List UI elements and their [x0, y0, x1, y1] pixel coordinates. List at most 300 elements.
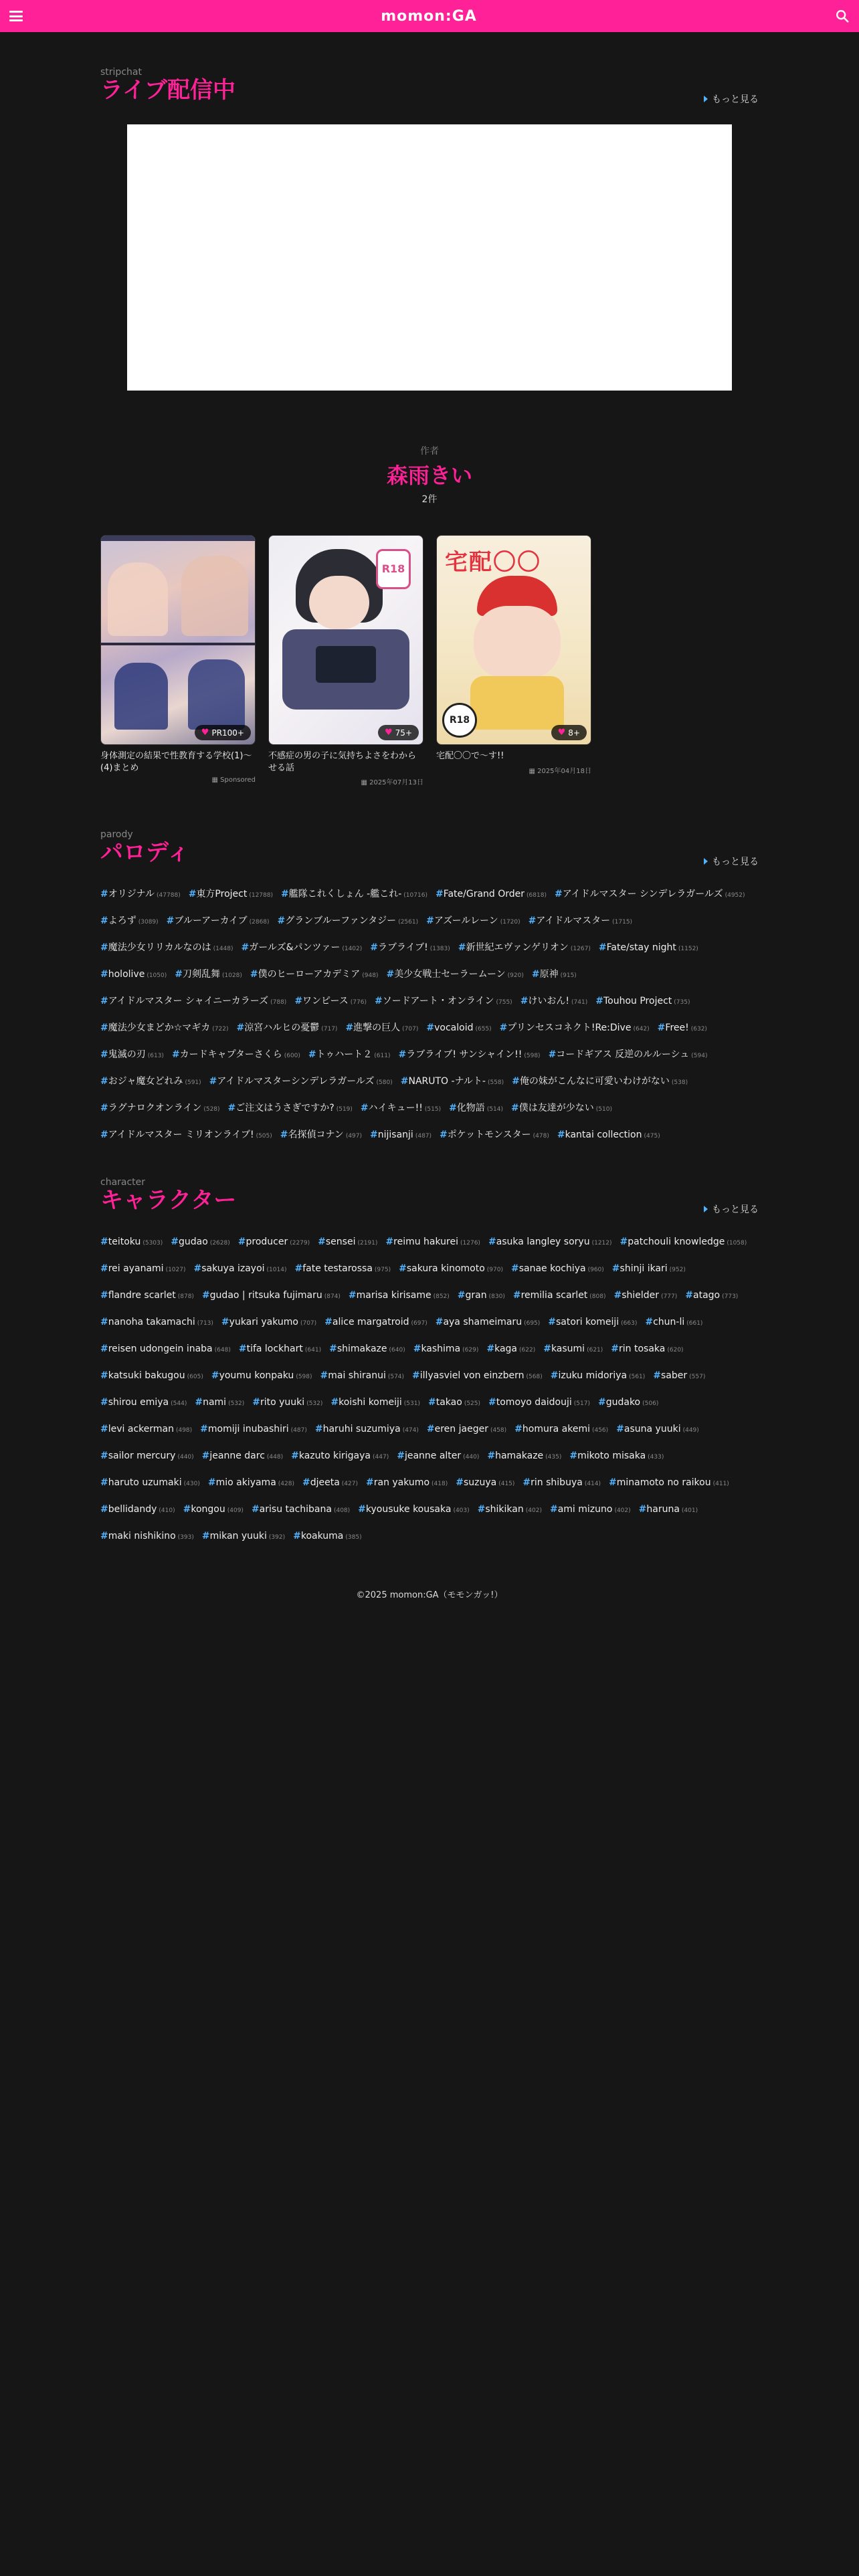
parody-tag[interactable]	[361, 1095, 441, 1122]
character-tag[interactable]	[550, 1497, 631, 1523]
tag-name: gran	[465, 1290, 487, 1301]
character-tag[interactable]	[221, 1309, 316, 1336]
character-tag[interactable]	[612, 1256, 686, 1283]
tag-name: カードキャプターさくら	[179, 1049, 282, 1060]
hash-icon: #	[548, 1317, 557, 1327]
character-tag[interactable]	[427, 1416, 506, 1443]
character-tag[interactable]	[569, 1443, 664, 1470]
character-tag[interactable]	[100, 1336, 231, 1363]
character-tag[interactable]	[645, 1309, 702, 1336]
hash-icon: #	[548, 1049, 557, 1060]
character-section	[100, 1177, 759, 1214]
tag-count: (478)	[533, 1133, 549, 1140]
character-tag[interactable]	[100, 1443, 194, 1470]
likes-count: 8+	[568, 728, 580, 738]
tag-count: (642)	[633, 1026, 650, 1033]
character-tag[interactable]	[349, 1283, 450, 1309]
tag-count: (531)	[403, 1400, 420, 1407]
tag-name: tifa lockhart	[246, 1344, 303, 1354]
character-tag[interactable]	[609, 1470, 729, 1497]
hash-icon: #	[251, 1504, 260, 1515]
tag-count: (403)	[453, 1507, 470, 1514]
tag-name: ran yakumo	[373, 1477, 430, 1488]
hash-icon: #	[100, 1263, 108, 1274]
parody-tag[interactable]	[237, 1015, 338, 1042]
tag-count: (717)	[321, 1026, 338, 1033]
parody-tag[interactable]	[228, 1095, 353, 1122]
hash-icon: #	[100, 1290, 108, 1301]
calendar-icon: ▦	[529, 767, 538, 775]
hash-icon: #	[252, 1397, 260, 1408]
tag-count: (622)	[519, 1347, 536, 1354]
tag-count: (915)	[560, 972, 577, 979]
tag-count: (1050)	[147, 972, 167, 979]
character-tag[interactable]	[252, 1390, 322, 1416]
character-tag[interactable]	[543, 1336, 603, 1363]
hash-icon: #	[201, 1451, 210, 1461]
parody-tag[interactable]	[175, 962, 242, 988]
tag-count: (948)	[362, 972, 379, 979]
character-tag[interactable]	[639, 1497, 698, 1523]
hash-icon: #	[277, 916, 286, 926]
character-tag[interactable]	[291, 1443, 389, 1470]
tag-count: (1402)	[342, 946, 363, 952]
tag-count: (428)	[278, 1481, 294, 1487]
hash-icon: #	[320, 1370, 328, 1381]
parody-tag[interactable]	[555, 881, 745, 908]
author-header	[0, 444, 859, 506]
character-tag[interactable]	[238, 1229, 310, 1256]
character-tag[interactable]	[100, 1470, 200, 1497]
character-tag[interactable]	[511, 1256, 604, 1283]
parody-tag[interactable]	[100, 908, 159, 935]
tag-count: (568)	[526, 1374, 543, 1380]
character-tag[interactable]	[100, 1283, 194, 1309]
tag-name: saber	[661, 1370, 688, 1381]
parody-tag[interactable]	[595, 988, 690, 1015]
work-card[interactable]	[436, 535, 591, 775]
parody-tag[interactable]	[281, 881, 427, 908]
character-tag[interactable]	[611, 1336, 683, 1363]
work-title[interactable]: 不感症の男の子に気持ちよさをわからせる話	[268, 751, 417, 773]
tag-count: (532)	[228, 1400, 245, 1407]
tag-name: arisu tachibana	[259, 1504, 332, 1515]
character-tag[interactable]	[399, 1256, 503, 1283]
parody-tag[interactable]	[370, 1122, 432, 1149]
parody-tag[interactable]	[500, 1015, 650, 1042]
parody-tag[interactable]	[557, 1122, 660, 1149]
tag-count: (598)	[524, 1053, 541, 1059]
tag-count: (517)	[573, 1400, 590, 1407]
parody-tag[interactable]	[345, 1015, 418, 1042]
site-logo[interactable]: momon:GA	[381, 7, 477, 25]
tag-name: おジャ魔女どれみ	[108, 1076, 183, 1087]
live-section	[100, 67, 759, 104]
hash-icon: #	[426, 1424, 435, 1434]
character-tag[interactable]	[488, 1390, 590, 1416]
hash-icon: #	[514, 1424, 522, 1434]
character-tag[interactable]	[202, 1283, 341, 1309]
tag-name: NARUTO -ナルト-	[408, 1076, 486, 1087]
tag-count: (975)	[374, 1267, 391, 1273]
parody-tag[interactable]	[532, 962, 577, 988]
tag-name: koakuma	[300, 1531, 344, 1541]
tag-name: mai shiranui	[328, 1370, 386, 1381]
parody-tag[interactable]	[100, 988, 286, 1015]
parody-tag[interactable]	[100, 1095, 220, 1122]
character-tag[interactable]	[551, 1363, 646, 1390]
tag-count: (525)	[464, 1400, 481, 1407]
work-thumbnail[interactable]: R18 ♥ 75+	[268, 535, 423, 745]
hash-icon: #	[385, 1237, 394, 1247]
character-tag[interactable]	[598, 1390, 658, 1416]
tag-count: (519)	[336, 1106, 353, 1113]
work-meta	[100, 776, 256, 784]
tag-count: (414)	[584, 1481, 601, 1487]
character-tag[interactable]	[620, 1229, 747, 1256]
character-tag[interactable]	[413, 1336, 479, 1363]
tag-name: kasumi	[551, 1344, 585, 1354]
parody-tag[interactable]	[399, 1042, 541, 1069]
tag-name: アイドルマスターシンデレラガールズ	[217, 1076, 375, 1087]
tag-count: (505)	[256, 1133, 272, 1140]
parody-tag[interactable]	[100, 962, 167, 988]
tag-count: (435)	[545, 1454, 562, 1461]
character-tag[interactable]	[366, 1470, 448, 1497]
character-tag[interactable]	[324, 1309, 427, 1336]
character-tag[interactable]	[100, 1363, 203, 1390]
hash-icon: #	[370, 1130, 378, 1140]
hash-icon: #	[294, 996, 303, 1006]
character-tag[interactable]	[100, 1229, 163, 1256]
tag-name: illyasviel von einzbern	[419, 1370, 524, 1381]
tag-name: アイドルマスター シンデレラガールズ	[562, 889, 723, 899]
tag-count: (561)	[629, 1374, 646, 1380]
character-tag[interactable]	[318, 1229, 377, 1256]
work-meta-text: 2025年04月18日	[537, 767, 591, 775]
tag-name: chun-li	[653, 1317, 685, 1327]
character-tag[interactable]	[428, 1390, 480, 1416]
character-tag[interactable]	[315, 1416, 419, 1443]
tag-count: (591)	[185, 1079, 201, 1086]
tag-name: Fate/stay night	[606, 942, 676, 953]
character-tag[interactable]	[436, 1309, 541, 1336]
work-meta	[436, 765, 591, 775]
tag-name: 美少女戦士セーラームーン	[394, 969, 506, 980]
tag-name: flandre scarlet	[108, 1290, 176, 1301]
hash-icon: #	[193, 1263, 202, 1274]
tag-name: 鬼滅の刃	[108, 1049, 146, 1060]
tag-name: rin shibuya	[531, 1477, 583, 1488]
hash-icon: #	[510, 1263, 519, 1274]
tag-count: (408)	[333, 1507, 351, 1514]
tag-count: (852)	[433, 1293, 450, 1300]
character-tag[interactable]	[412, 1363, 543, 1390]
hash-icon: #	[345, 1023, 354, 1033]
live-embed-frame[interactable]	[127, 124, 732, 391]
tag-name: rito yuuki	[260, 1397, 305, 1408]
hash-icon: #	[100, 1130, 108, 1140]
parody-tag[interactable]	[520, 988, 588, 1015]
tag-name: haruhi suzumiya	[322, 1424, 401, 1434]
parody-tag[interactable]	[426, 1015, 491, 1042]
parody-tag[interactable]	[100, 1015, 229, 1042]
hash-icon: #	[426, 1023, 435, 1033]
tag-count: (392)	[268, 1534, 286, 1541]
character-tag[interactable]	[458, 1283, 505, 1309]
parody-tag[interactable]	[370, 935, 450, 962]
tag-name: rin tosaka	[619, 1344, 666, 1354]
character-tag[interactable]	[320, 1363, 405, 1390]
character-tag[interactable]	[514, 1416, 608, 1443]
tag-name: kashima	[421, 1344, 461, 1354]
parody-tag[interactable]	[209, 1069, 393, 1095]
parody-tag[interactable]	[100, 1042, 164, 1069]
tag-count: (474)	[402, 1427, 419, 1434]
character-tag[interactable]	[522, 1470, 601, 1497]
character-tag[interactable]	[100, 1523, 194, 1550]
tag-name: sensei	[325, 1237, 356, 1247]
tag-count: (487)	[290, 1427, 307, 1434]
triangle-icon	[704, 858, 708, 865]
character-tag[interactable]	[202, 1523, 285, 1550]
character-tag[interactable]	[513, 1283, 606, 1309]
character-tag[interactable]	[456, 1470, 514, 1497]
character-tag[interactable]	[653, 1363, 705, 1390]
tag-count: (580)	[376, 1079, 393, 1086]
character-tag[interactable]	[208, 1470, 294, 1497]
hash-icon: #	[100, 1424, 108, 1434]
hash-icon: #	[329, 1344, 337, 1354]
hash-icon: #	[522, 1477, 531, 1488]
parody-title: パロディ	[100, 839, 190, 866]
hash-icon: #	[100, 1237, 108, 1247]
character-tag[interactable]	[329, 1336, 405, 1363]
hash-icon: #	[386, 969, 395, 980]
character-tag[interactable]	[293, 1523, 361, 1550]
tag-count: (415)	[498, 1481, 515, 1487]
calendar-icon: ▦	[361, 779, 370, 787]
character-tag[interactable]	[488, 1229, 612, 1256]
tag-count: (2561)	[398, 919, 419, 926]
hash-icon: #	[100, 1370, 108, 1381]
character-tag[interactable]	[171, 1229, 229, 1256]
tag-count: (456)	[591, 1427, 609, 1434]
parody-tag[interactable]	[172, 1042, 300, 1069]
work-thumbnail[interactable]	[100, 535, 256, 745]
tag-count: (640)	[389, 1347, 405, 1354]
tag-count: (621)	[587, 1347, 603, 1354]
hash-icon: #	[100, 1049, 108, 1060]
tag-count: (409)	[227, 1507, 244, 1514]
hash-icon: #	[428, 1397, 436, 1408]
tag-name: teitoku	[108, 1237, 141, 1247]
tag-count: (2191)	[357, 1240, 378, 1247]
parody-tag[interactable]	[308, 1042, 391, 1069]
tag-name: kazuto kirigaya	[298, 1451, 371, 1461]
parody-more-link[interactable]	[704, 855, 759, 868]
character-tag[interactable]	[202, 1443, 283, 1470]
parody-tag[interactable]	[250, 962, 379, 988]
tag-count: (506)	[642, 1400, 659, 1407]
tag-name: 原神	[539, 969, 559, 980]
parody-tag[interactable]	[511, 1095, 612, 1122]
hash-icon: #	[616, 1424, 624, 1434]
character-tag[interactable]	[358, 1497, 469, 1523]
hash-icon: #	[477, 1504, 486, 1515]
tag-count: (458)	[490, 1427, 507, 1434]
hash-icon: #	[397, 1451, 405, 1461]
character-tag[interactable]	[487, 1443, 561, 1470]
character-tag[interactable]	[100, 1309, 213, 1336]
parody-tag[interactable]	[449, 1095, 503, 1122]
parody-tag[interactable]	[294, 988, 367, 1015]
tag-name: ラブライブ!	[378, 942, 428, 953]
tag-count: (514)	[486, 1106, 504, 1113]
tag-count: (613)	[147, 1053, 164, 1059]
top-bar	[0, 0, 859, 32]
work-meta-text: Sponsored	[220, 776, 256, 784]
parody-tag[interactable]	[458, 935, 591, 962]
hash-icon: #	[100, 1317, 108, 1327]
tag-name: shirou emiya	[108, 1397, 169, 1408]
tag-name: ソードアート・オンライン	[382, 996, 494, 1006]
parody-tag[interactable]	[512, 1069, 688, 1095]
hash-icon: #	[358, 1504, 366, 1515]
live-more-link[interactable]	[704, 92, 759, 106]
character-tag[interactable]	[397, 1443, 479, 1470]
tag-count: (1383)	[430, 946, 450, 952]
parody-tag[interactable]	[100, 881, 181, 908]
work-title[interactable]: 身体測定の結果で性教育する学校(1)〜(4)まとめ	[100, 751, 252, 773]
character-tag[interactable]	[195, 1390, 244, 1416]
tag-name: nanoha takamachi	[108, 1317, 195, 1327]
tag-count: (418)	[432, 1481, 448, 1487]
hash-icon: #	[183, 1504, 191, 1515]
tag-name: aya shameimaru	[443, 1317, 522, 1327]
work-thumbnail[interactable]: 宅配〇〇 R18 ♥ 8+	[436, 535, 591, 745]
parody-tag[interactable]	[529, 908, 632, 935]
parody-tag[interactable]	[658, 1015, 707, 1042]
character-tag[interactable]	[100, 1390, 187, 1416]
parody-tag[interactable]	[100, 1069, 201, 1095]
character-tag[interactable]	[100, 1256, 186, 1283]
parody-tag[interactable]	[100, 935, 233, 962]
parody-tag[interactable]	[167, 908, 270, 935]
character-tag[interactable]	[100, 1497, 175, 1523]
hash-icon: #	[100, 969, 108, 980]
tag-count: (773)	[722, 1293, 739, 1300]
work-card[interactable]	[100, 535, 256, 784]
tag-name: bellidandy	[108, 1504, 157, 1515]
author-name: 森雨きい	[386, 463, 472, 488]
tag-name: haruto uzumaki	[108, 1477, 182, 1488]
tag-name: nijisanji	[377, 1130, 413, 1140]
character-tag[interactable]	[478, 1497, 542, 1523]
tag-count: (1212)	[591, 1240, 612, 1247]
character-tag[interactable]	[252, 1497, 350, 1523]
character-tag[interactable]	[330, 1390, 420, 1416]
tag-count: (402)	[525, 1507, 542, 1514]
hash-icon: #	[528, 916, 537, 926]
hash-icon: #	[100, 1477, 108, 1488]
character-tag[interactable]	[616, 1416, 699, 1443]
tag-count: (629)	[462, 1347, 479, 1354]
tag-count: (515)	[424, 1106, 442, 1113]
likes-count: PR100+	[211, 728, 244, 738]
search-icon[interactable]	[835, 9, 850, 23]
footer-copyright: ©2025 momon:GA（モモンガッ!）	[356, 1590, 503, 1600]
work-title[interactable]: 宅配〇〇で〜す!!	[436, 751, 504, 761]
parody-tag[interactable]	[386, 962, 523, 988]
character-tag[interactable]	[211, 1363, 312, 1390]
author-work-count: 2件	[421, 494, 438, 505]
character-tag[interactable]	[486, 1336, 535, 1363]
tag-name: sakura kinomoto	[406, 1263, 485, 1274]
hash-icon: #	[598, 942, 607, 953]
character-tag[interactable]	[548, 1309, 637, 1336]
tag-count: (1276)	[460, 1240, 480, 1247]
tag-name: ラブライブ! サンシャイン!!	[406, 1049, 522, 1060]
tag-name: コードギアス 反逆のルルーシュ	[556, 1049, 690, 1060]
character-tag[interactable]	[302, 1470, 358, 1497]
tag-name: fate testarossa	[302, 1263, 373, 1274]
parody-tag[interactable]	[189, 881, 273, 908]
parody-tag[interactable]	[278, 908, 419, 935]
character-tag[interactable]	[614, 1283, 678, 1309]
parody-tag[interactable]	[280, 1122, 362, 1149]
hash-icon: #	[211, 1370, 219, 1381]
parody-tag[interactable]	[426, 908, 520, 935]
parody-tag[interactable]	[242, 935, 363, 962]
tag-count: (830)	[488, 1293, 505, 1300]
tag-count: (393)	[177, 1534, 194, 1541]
hash-icon: #	[100, 942, 108, 953]
tag-name: ハイキュー!!	[368, 1103, 423, 1113]
tag-count: (440)	[463, 1454, 480, 1461]
parody-tag[interactable]	[436, 881, 547, 908]
parody-tag[interactable]	[440, 1122, 549, 1149]
tag-count: (544)	[171, 1400, 187, 1407]
character-tag[interactable]	[239, 1336, 321, 1363]
parody-tag[interactable]	[100, 1122, 272, 1149]
character-tag[interactable]	[294, 1256, 391, 1283]
character-tag[interactable]	[685, 1283, 738, 1309]
character-tag[interactable]	[100, 1416, 192, 1443]
character-more-link[interactable]	[704, 1202, 759, 1216]
character-tag[interactable]	[385, 1229, 480, 1256]
tag-count: (401)	[681, 1507, 698, 1514]
parody-tag[interactable]	[401, 1069, 504, 1095]
tag-name: kongou	[191, 1504, 225, 1515]
tag-name: momiji inubashiri	[207, 1424, 289, 1434]
parody-tag[interactable]	[375, 988, 512, 1015]
hash-icon: #	[511, 1103, 519, 1113]
parody-tag[interactable]	[599, 935, 698, 962]
hash-icon: #	[188, 889, 197, 899]
tag-count: (1715)	[612, 919, 633, 926]
work-meta-text: 2025年07月13日	[369, 779, 423, 787]
tag-name: reisen udongein inaba	[108, 1344, 213, 1354]
work-card[interactable]	[268, 535, 423, 786]
tag-name: 僕のヒーローアカデミア	[258, 969, 361, 980]
menu-icon[interactable]	[9, 11, 23, 21]
parody-tag[interactable]	[549, 1042, 708, 1069]
character-tag[interactable]	[194, 1256, 287, 1283]
character-tag[interactable]	[183, 1497, 244, 1523]
tag-count: (920)	[507, 972, 524, 979]
character-tag[interactable]	[200, 1416, 307, 1443]
